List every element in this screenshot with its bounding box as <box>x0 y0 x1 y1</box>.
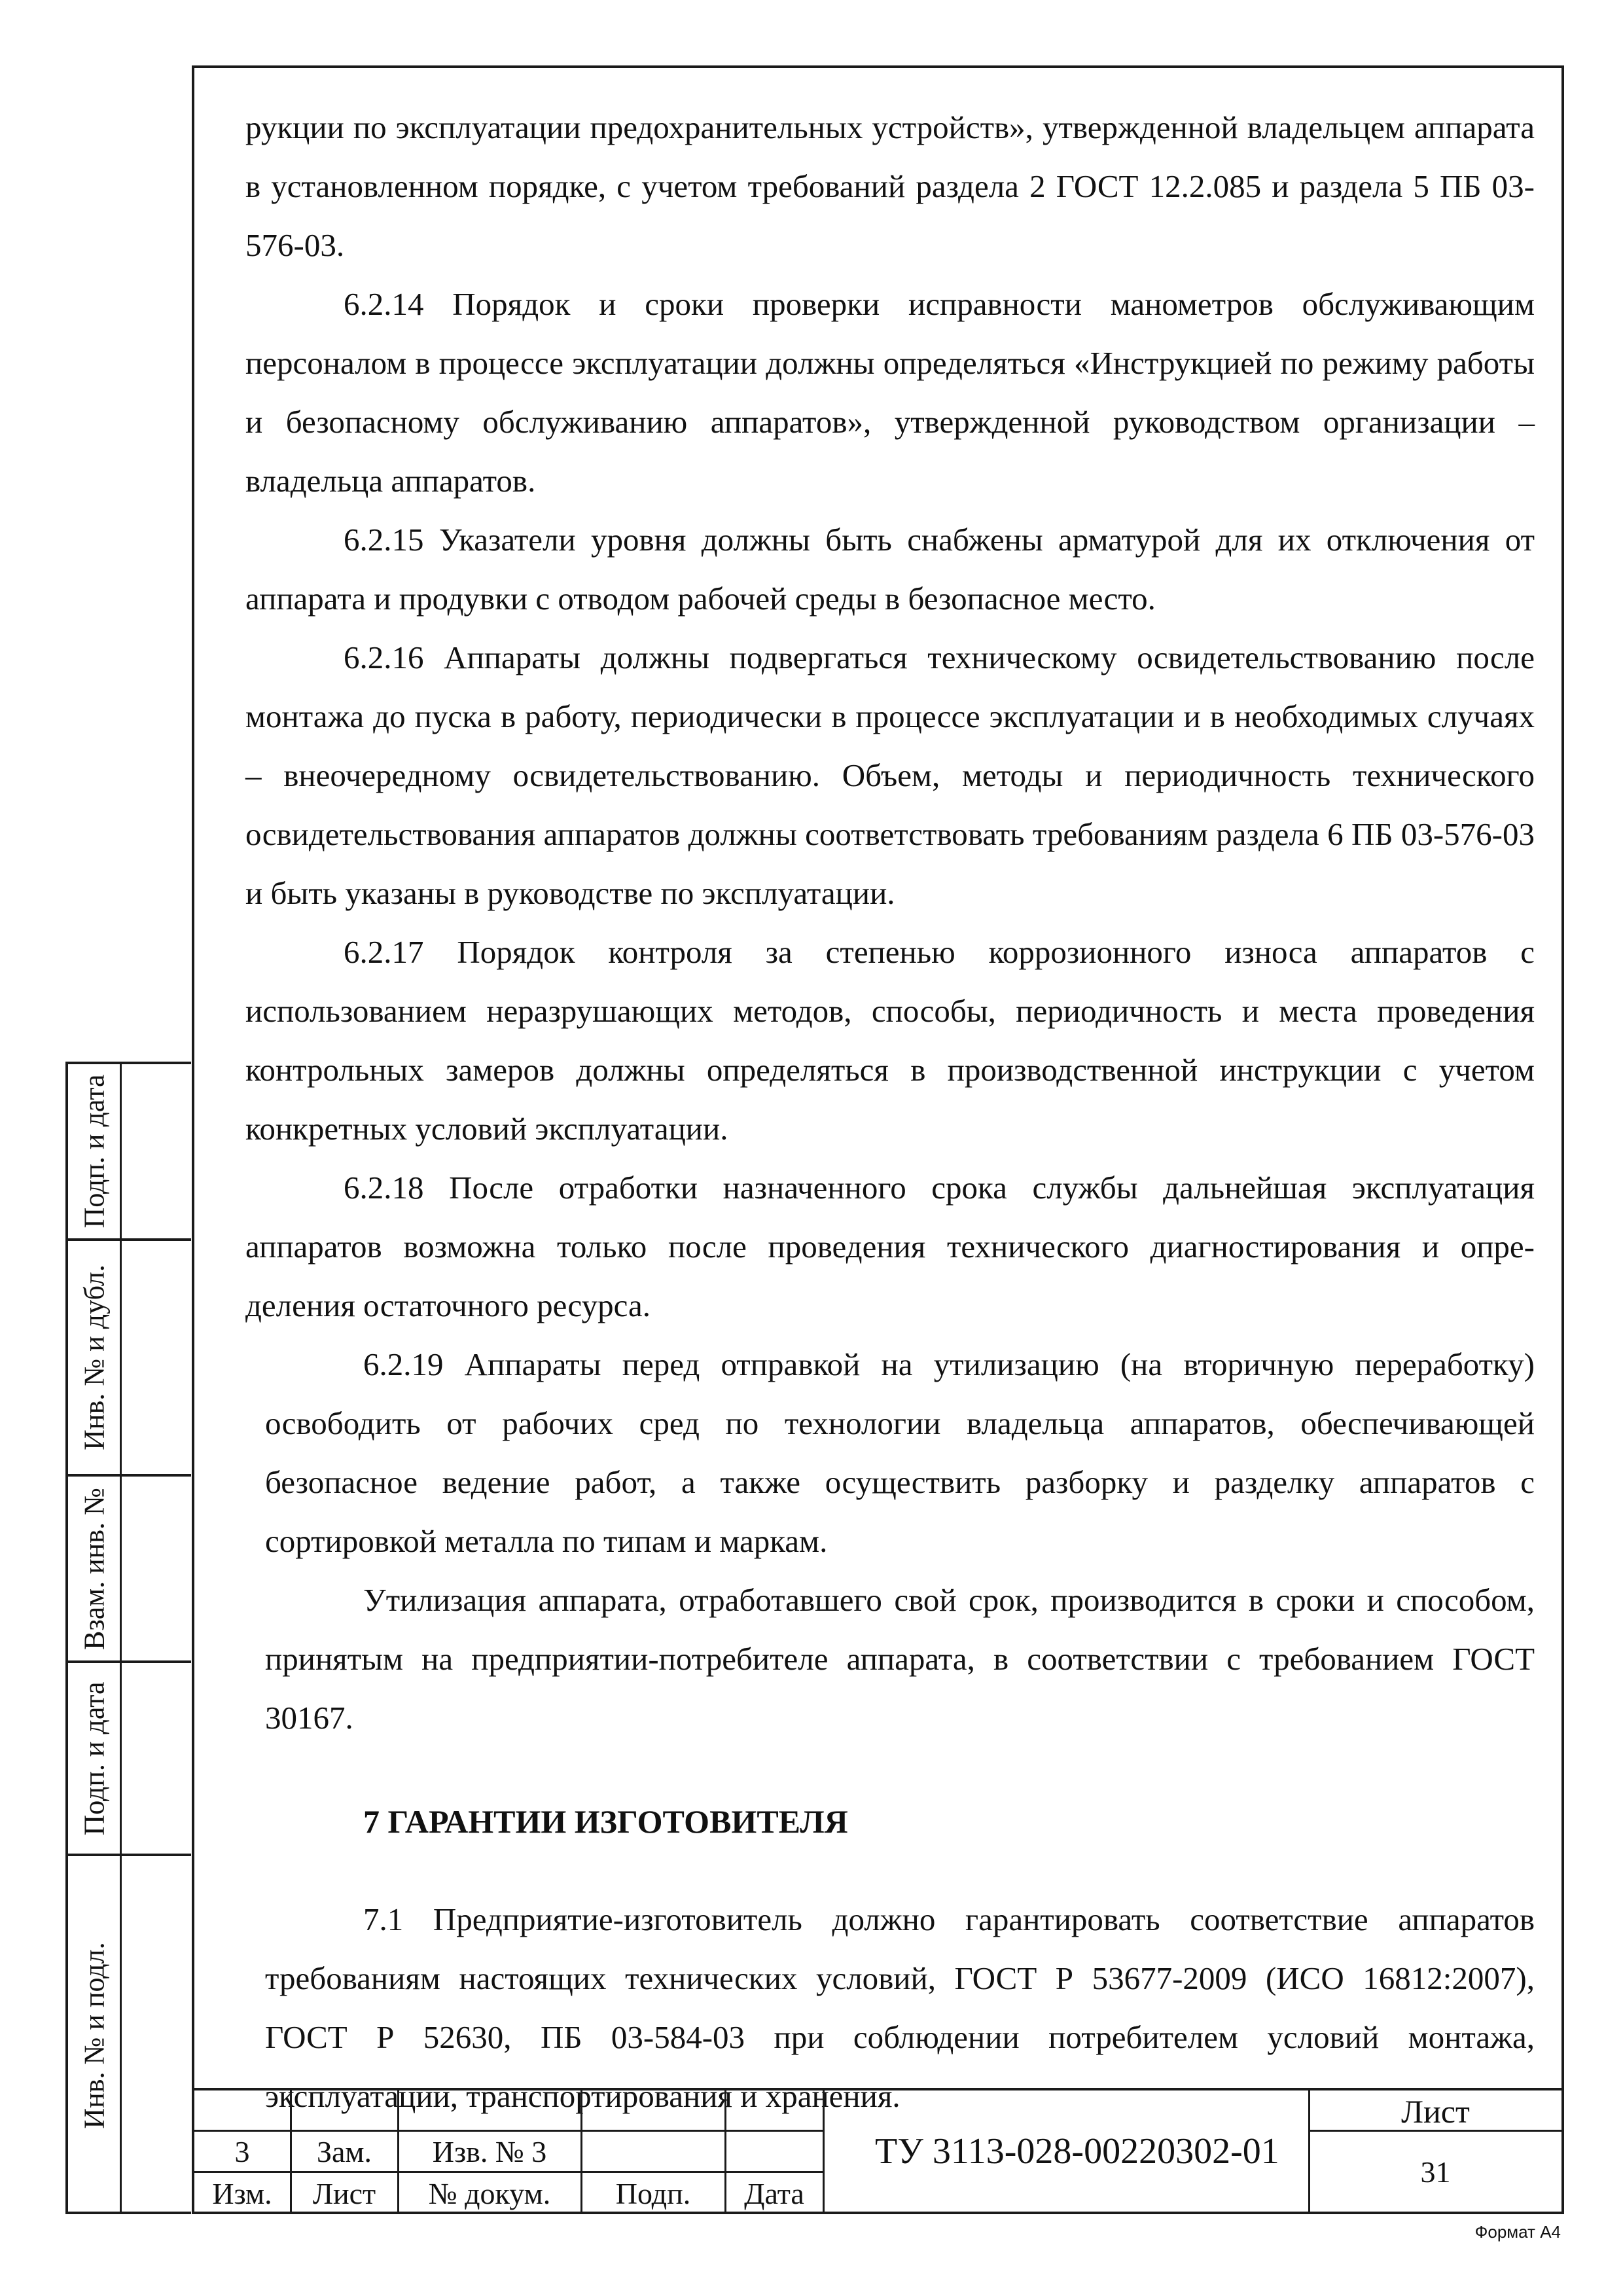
side-label: Подп. и дата <box>78 1681 110 1836</box>
paragraph-disposal: Утилизация аппарата, отработавшего свой срок, производится в сроки и способом, принятым на предприятии-потребителе аппарата, в соответствии с требованием ГОСТ 30167. <box>265 1582 1535 1736</box>
header-date: Дата <box>744 2177 804 2210</box>
side-cell-signature-date <box>68 1064 191 1241</box>
paragraph-6-2-16: 6.2.16 Аппараты должны подвергаться техническому освидетельствованию после монтажа до пуска в работу, периодически в процессе эксплуатации и в необходимых случаях – внеочередному освидетельствованию. Объем, методы и периодичность технического освидетельствования аппаратов должны соответствовать требованиям раздела 6 ПБ 03-576-03 и быть указаны в руководстве по эксплуатации. <box>245 639 1535 911</box>
paragraph-6-2-17: 6.2.17 Порядок контроля за степенью коррозионного износа аппаратов с использованием неразрушающих методов, способы, периодичность и места проведения контрольных замеров должны определяться в производственной инструкции с учетом конкретных условий эксплуатации. <box>245 934 1535 1147</box>
side-cell-replace-inv <box>68 1477 191 1663</box>
side-label: Подп. и дата <box>78 1074 110 1229</box>
side-cell-original-inv <box>68 1856 191 2214</box>
paragraph-6-2-15: 6.2.15 Указатели уровня должны быть снабжены арматурой для их отключения от аппарата и продувки с отводом рабочей среды в безопасное место. <box>245 522 1535 617</box>
header-izm: Изм. <box>212 2177 272 2210</box>
section-heading: 7 ГАРАНТИИ ИЗГОТОВИТЕЛЯ <box>363 1803 848 1840</box>
header-doc-number: № докум. <box>428 2177 551 2210</box>
sheet-label: Лист <box>1401 2093 1470 2130</box>
header-signature: Подп. <box>615 2177 691 2210</box>
paragraph: рукции по эксплуатации предохранительных устройств», утвержденной владельцем аппарата в установленном порядке, с учетом требований раздела 2 ГОСТ 12.2.085 и раздела 5 ПБ 03-576-03. <box>245 109 1535 263</box>
side-label: Инв. № и дубл. <box>78 1265 110 1450</box>
side-cell-dup-inv <box>68 1241 191 1477</box>
side-label: Взам. инв. № <box>78 1487 110 1650</box>
document-code: ТУ 3113-028-00220302-01 <box>875 2131 1279 2172</box>
paragraph-6-2-19: 6.2.19 Аппараты перед отправкой на утилизацию (на вторичную переработку) освободить от рабочих сред по технологии владельца аппаратов, обеспечивающей безопасное ведение работ, а также осуществить разборку и разделку аппаратов с сортировкой металла по типам и маркам. <box>265 1346 1535 1559</box>
sheet-number: 31 <box>1420 2155 1451 2189</box>
header-list: Лист <box>312 2177 376 2210</box>
paragraph-6-2-14: 6.2.14 Порядок и сроки проверки исправности манометров обслуживающим персоналом в процессе эксплуатации должны определяться «Инструкцией по режиму работы и безопасному обслуживанию аппаратов», утвержденной руководством организации – владельца аппаратов. <box>245 286 1535 499</box>
document-body <box>245 98 1535 2126</box>
side-cell-signature-date-2 <box>68 1663 191 1856</box>
format-label: Формат А4 <box>1474 2222 1561 2242</box>
paragraph-7-1: 7.1 Предприятие-изготовитель должно гарантировать соответствие аппаратов требованиям настоящих технических условий, ГОСТ Р 53677-2009 (ИСО 16812:2007), ГОСТ Р 52630, ПБ 03-584-03 при соблюдении потребителем условий монтажа, эксплуатации, транспортирования и хранения. <box>265 1901 1535 2114</box>
revision-number: 3 <box>234 2135 250 2168</box>
paragraph-6-2-18: 6.2.18 После отработки назначенного срока службы дальнейшая эксплуатация аппаратов возможна только после проведения технического диагностирования и опре-деления остаточного ресурса. <box>245 1170 1535 1323</box>
revision-doc: Изв. № 3 <box>432 2135 547 2168</box>
side-label: Инв. № и подл. <box>78 1941 110 2129</box>
side-stamp-strip <box>65 1062 191 2214</box>
revision-type: Зам. <box>316 2135 372 2168</box>
title-block <box>194 2088 1561 2214</box>
